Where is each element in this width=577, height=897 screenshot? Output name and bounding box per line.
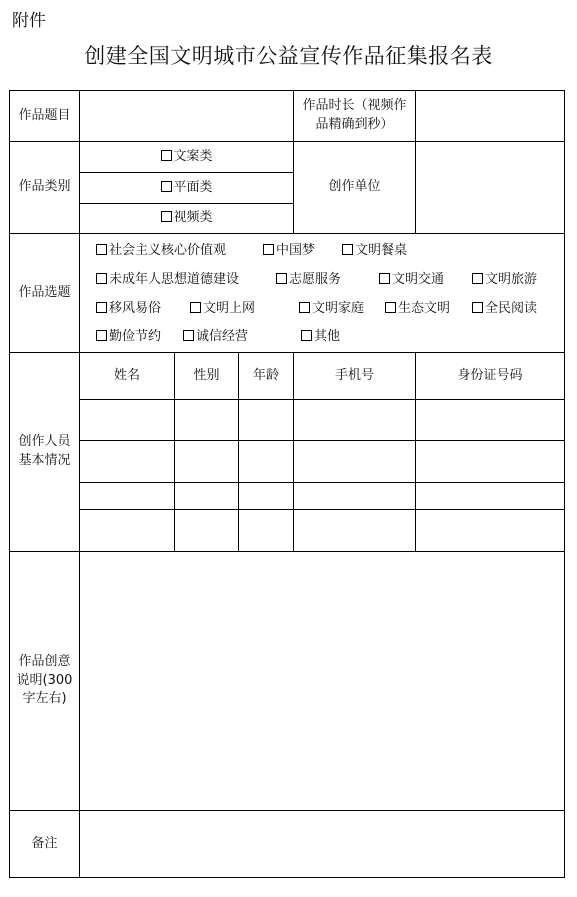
creator-gender-cell[interactable] xyxy=(175,510,239,552)
category-option-copywriting[interactable]: 文案类 xyxy=(80,142,294,173)
work-title-field[interactable] xyxy=(80,91,294,142)
topic-option[interactable]: 文明餐桌 xyxy=(342,242,407,261)
checkbox-icon[interactable] xyxy=(276,273,287,284)
topic-option[interactable]: 未成年人思想道德建设 xyxy=(96,271,239,290)
column-header-phone: 手机号 xyxy=(294,353,416,400)
work-title-label: 作品题目 xyxy=(10,91,80,142)
topic-label: 作品选题 xyxy=(10,234,80,353)
checkbox-icon[interactable] xyxy=(301,330,312,341)
column-header-name: 姓名 xyxy=(80,353,175,400)
topic-option[interactable]: 文明交通 xyxy=(379,271,444,290)
topic-option[interactable]: 其他 xyxy=(301,328,340,347)
creator-name-cell[interactable] xyxy=(80,400,175,441)
creator-name-cell[interactable] xyxy=(80,483,175,510)
topic-option[interactable]: 诚信经营 xyxy=(183,328,248,347)
checkbox-icon[interactable] xyxy=(472,273,483,284)
creators-label: 创作人员基本情况 xyxy=(10,353,80,552)
topic-option[interactable]: 社会主义核心价值观 xyxy=(96,242,226,261)
topic-option[interactable]: 勤俭节约 xyxy=(96,328,161,347)
topic-option[interactable]: 中国梦 xyxy=(263,242,315,261)
table-row xyxy=(10,400,565,441)
category-option-graphic[interactable]: 平面类 xyxy=(80,173,294,204)
topic-option[interactable]: 文明家庭 xyxy=(299,300,364,319)
checkbox-icon[interactable] xyxy=(96,330,107,341)
checkbox-icon[interactable] xyxy=(183,330,194,341)
creator-id-cell[interactable] xyxy=(416,400,565,441)
checkbox-icon[interactable] xyxy=(379,273,390,284)
category-label: 作品类别 xyxy=(10,142,80,234)
checkbox-icon[interactable] xyxy=(96,273,107,284)
checkbox-icon[interactable] xyxy=(161,150,172,161)
creator-id-cell[interactable] xyxy=(416,441,565,483)
checkbox-icon[interactable] xyxy=(96,302,107,313)
creator-phone-cell[interactable] xyxy=(294,400,416,441)
attachment-label: 附件 xyxy=(12,11,46,31)
topic-options xyxy=(80,234,565,353)
topic-option[interactable]: 文明旅游 xyxy=(472,271,537,290)
creator-age-cell[interactable] xyxy=(239,510,294,552)
registration-form-table xyxy=(9,90,565,878)
creator-age-cell[interactable] xyxy=(239,400,294,441)
checkbox-icon[interactable] xyxy=(161,181,172,192)
creator-age-cell[interactable] xyxy=(239,483,294,510)
category-option-video[interactable]: 视频类 xyxy=(80,204,294,234)
creator-phone-cell[interactable] xyxy=(294,510,416,552)
creator-name-cell[interactable] xyxy=(80,510,175,552)
topic-option[interactable]: 文明上网 xyxy=(190,300,255,319)
creator-phone-cell[interactable] xyxy=(294,441,416,483)
column-header-id-number: 身份证号码 xyxy=(416,353,565,400)
description-field[interactable] xyxy=(80,552,565,811)
table-row xyxy=(10,483,565,510)
creator-id-cell[interactable] xyxy=(416,510,565,552)
creator-gender-cell[interactable] xyxy=(175,400,239,441)
remarks-label: 备注 xyxy=(10,811,80,878)
creator-age-cell[interactable] xyxy=(239,441,294,483)
creator-name-cell[interactable] xyxy=(80,441,175,483)
description-label: 作品创意说明(300字左右) xyxy=(10,552,80,811)
creator-gender-cell[interactable] xyxy=(175,483,239,510)
creator-phone-cell[interactable] xyxy=(294,483,416,510)
checkbox-icon[interactable] xyxy=(263,244,274,255)
creator-unit-field[interactable] xyxy=(416,142,565,234)
checkbox-icon[interactable] xyxy=(299,302,310,313)
checkbox-icon[interactable] xyxy=(342,244,353,255)
table-row xyxy=(10,510,565,552)
checkbox-icon[interactable] xyxy=(161,211,172,222)
checkbox-icon[interactable] xyxy=(96,244,107,255)
table-row xyxy=(10,441,565,483)
remarks-field[interactable] xyxy=(80,811,565,878)
duration-field[interactable] xyxy=(416,91,565,142)
column-header-gender: 性别 xyxy=(175,353,239,400)
topic-option[interactable]: 志愿服务 xyxy=(276,271,341,290)
topic-option[interactable]: 移风易俗 xyxy=(96,300,161,319)
topic-option[interactable]: 生态文明 xyxy=(385,300,450,319)
checkbox-icon[interactable] xyxy=(190,302,201,313)
duration-label: 作品时长（视频作品精确到秒） xyxy=(294,91,416,142)
creator-gender-cell[interactable] xyxy=(175,441,239,483)
checkbox-icon[interactable] xyxy=(385,302,396,313)
checkbox-icon[interactable] xyxy=(472,302,483,313)
creator-id-cell[interactable] xyxy=(416,483,565,510)
creator-unit-label: 创作单位 xyxy=(294,142,416,234)
topic-option[interactable]: 全民阅读 xyxy=(472,300,537,319)
column-header-age: 年龄 xyxy=(239,353,294,400)
form-title: 创建全国文明城市公益宣传作品征集报名表 xyxy=(84,44,493,68)
